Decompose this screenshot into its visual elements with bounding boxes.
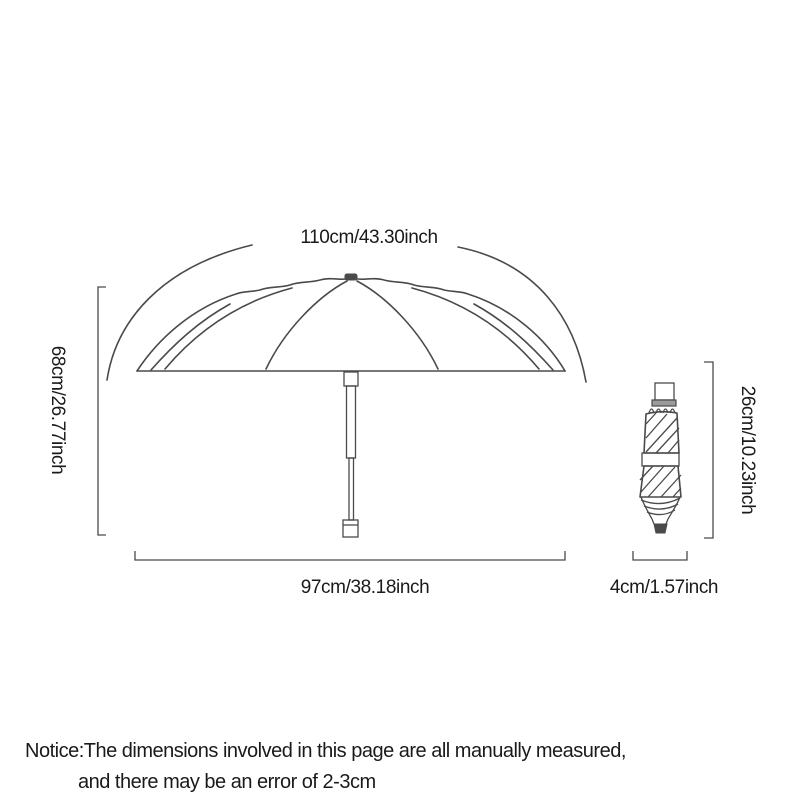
folded-diameter-label: 4cm/1.57inch xyxy=(609,577,719,598)
umbrella-shaft xyxy=(343,372,358,537)
folded-umbrella-drawing xyxy=(633,362,713,560)
spread-width-label: 97cm/38.18inch xyxy=(300,577,430,598)
canopy-width-label: 110cm/43.30inch xyxy=(300,227,438,248)
notice-line1: Notice:The dimensions involved in this page are all manually measured, xyxy=(25,740,626,762)
length-bracket-right xyxy=(704,362,713,538)
folded-fabric-swirls xyxy=(641,497,680,524)
folded-strap-band xyxy=(642,453,679,466)
folded-lower-pleats xyxy=(640,466,681,497)
height-bracket-left xyxy=(98,287,106,535)
folded-length-label: 26cm/10.23inch xyxy=(737,385,758,515)
folded-handle-base xyxy=(652,400,676,406)
folded-handle xyxy=(655,383,674,400)
folded-upper-pleats xyxy=(646,413,679,453)
folded-tip xyxy=(654,524,667,533)
rib-right xyxy=(357,281,438,369)
width-bracket-bottom xyxy=(135,551,565,560)
canopy-width-dimension-arc xyxy=(107,245,586,382)
panel-curve-left-edge xyxy=(151,304,230,370)
ferrule-nub xyxy=(345,274,357,280)
rib-left xyxy=(266,281,347,369)
diameter-bracket-bottom xyxy=(633,551,687,560)
open-umbrella-drawing xyxy=(98,245,586,560)
notice-line2: and there may be an error of 2-3cm xyxy=(78,771,376,793)
total-height-label: 68cm/26.77inch xyxy=(47,345,68,475)
canopy-top-edge xyxy=(137,279,565,371)
panel-curve-right-edge xyxy=(474,304,553,370)
